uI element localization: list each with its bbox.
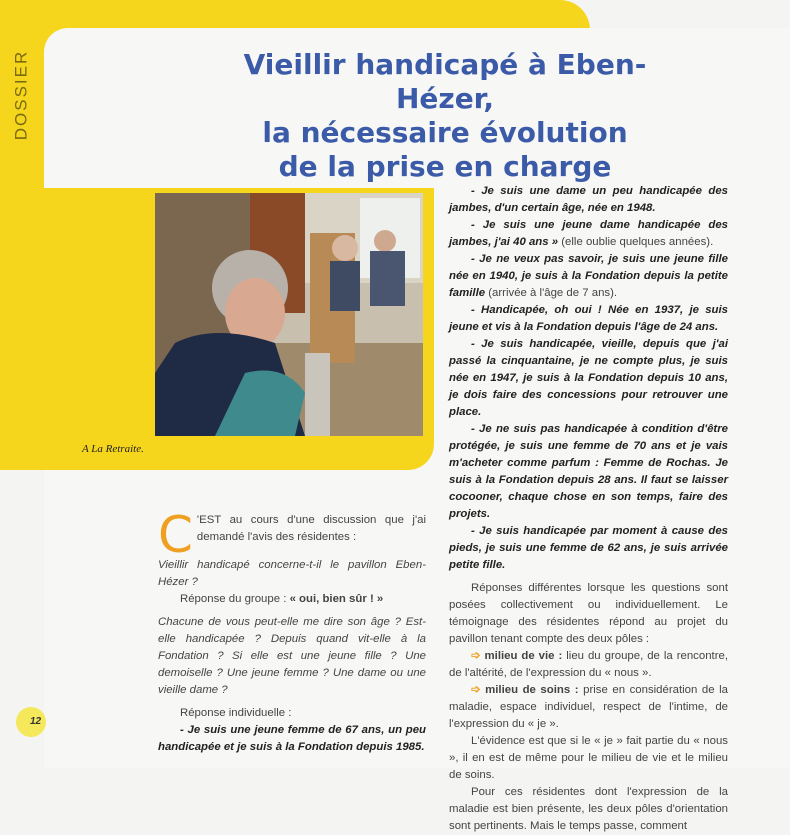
section-label: DOSSIER <box>11 49 30 141</box>
pole-1: ➩ milieu de vie : lieu du groupe, de la rencontre, de l'altérité, de l'expression du « nous ». <box>449 650 728 679</box>
paragraph-1: Réponses différentes lorsque les questions sont posées collectivement ou individuellement. Le témoignage des résidentes répond au projet du pavillon tenant compte des deux pôles : <box>449 582 728 645</box>
paragraph-2: L'évidence est que si le « je » fait partie du « nous », il en est de même pour le milieu de vie et le milieu de soins. <box>449 735 728 781</box>
drop-cap: C <box>158 506 193 564</box>
question-1: Vieillir handicapé concerne-t-il le pavillon Eben-Hézer ? <box>158 559 426 588</box>
answer-1: Réponse du groupe : « oui, bien sûr ! » <box>180 593 384 605</box>
question-2: Chacune de vous peut-elle me dire son âge ? Est-elle handicapée ? Depuis quand vit-elle à la Fondation ? Si elle est une jeune fille ? Une demoiselle ? Une jeune femme ? Une dame ou une vieille dame ? <box>158 616 426 696</box>
intro-text: 'EST au cours d'une discussion que j'ai demandé l'avis des résidentes : <box>196 514 426 543</box>
left-column <box>158 506 426 756</box>
testimony-4: - Handicapée, oh oui ! Née en 1937, je suis jeune et vis à la Fondation depuis l'âge de 24 ans. <box>449 304 728 333</box>
yellow-tab <box>500 0 590 30</box>
answer-2: - Je suis une jeune femme de 67 ans, un peu handicapée et je suis à la Fondation depuis 1985. <box>158 724 426 753</box>
arrow-icon: ➩ <box>471 650 481 662</box>
photo-caption: A La Retraite. <box>82 443 144 455</box>
testimony-6: - Je ne suis pas handicapée à condition d'être protégée, je suis une femme de 70 ans et je vais m'acheter comme parfum : Femme de Rochas. Je suis à la Fondation depuis 28 ans. Il faut se laisser cocooner, chaque chose en son temps, faire des projets. <box>449 423 728 520</box>
retirement-photo <box>155 193 423 436</box>
article-title: Vieillir handicapé à Eben-Hézer, la nécessaire évolution de la prise en charge <box>243 48 647 183</box>
testimony-7: - Je suis handicapée par moment à cause des pieds, je suis une femme de 62 ans, je suis arrivée petite fille. <box>449 525 728 571</box>
testimony-5: - Je suis handicapée, vieille, depuis que j'ai passé la cinquantaine, je ne compte plus, je suis née en 1947, je suis à la Fondation depuis 10 ans, je dois faire des concessions pour retrouver une place. <box>449 338 728 418</box>
arrow-icon: ➩ <box>471 684 481 696</box>
paragraph-3: Pour ces résidentes dont l'expression de la maladie est bien présente, les deux pôles d'orientation sont pertinents. Mais le temps passe, comment <box>449 786 728 832</box>
testimony-2: - Je suis une jeune dame handicapée des jambes, j'ai 40 ans » (elle oublie quelques années). <box>449 219 728 248</box>
testimony-3: - Je ne veux pas savoir, je suis une jeune fille née en 1940, je suis à la Fondation depuis la petite famille (arrivée à l'âge de 7 ans). <box>449 253 728 299</box>
pole-2: ➩ milieu de soins : prise en considération de la maladie, espace individuel, respect de l'intime, de l'expression du « je ». <box>449 684 728 730</box>
right-column <box>449 183 728 835</box>
answer-label: Réponse individuelle : <box>180 707 292 719</box>
page-number: 12 <box>30 716 42 727</box>
testimony-1: - Je suis une dame un peu handicapée des jambes, d'un certain âge, née en 1948. <box>449 185 728 214</box>
